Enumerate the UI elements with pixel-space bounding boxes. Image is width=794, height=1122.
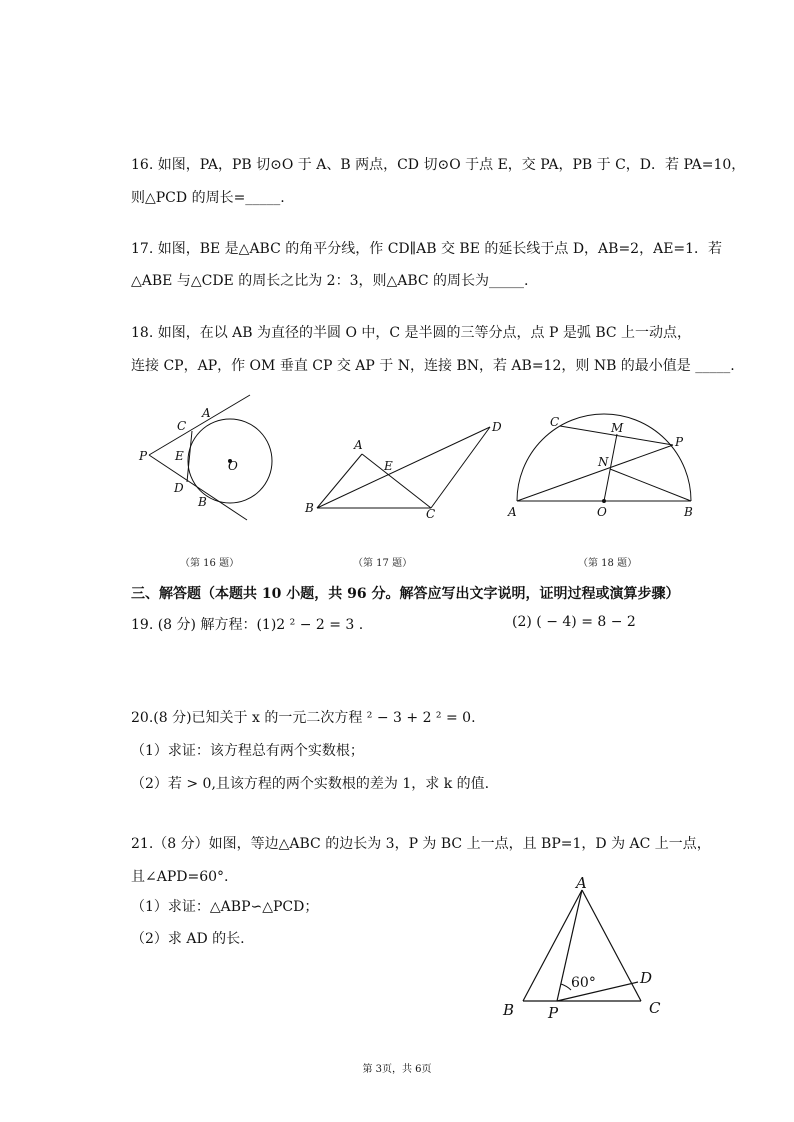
figure-18 — [505, 412, 700, 524]
q16-line1: 16. 如图，PA，PB 切⊙O 于 A、B 两点，CD 切⊙O 于点 E，交 PA，PB 于 C，D．若 PA=10， — [131, 157, 746, 173]
fig16-label-o: O — [228, 459, 238, 473]
figure-17 — [300, 412, 515, 524]
q16-line2: 则△PCD 的周长=_____. — [131, 190, 285, 206]
fig21-label-b: B — [503, 1001, 515, 1019]
q18-line2: 连接 CP，AP，作 OM 垂直 CP 交 AP 于 N，连接 BN，若 AB=12，则 NB 的最小值是 _____. — [131, 358, 735, 374]
fig16-label-b: B — [198, 495, 207, 509]
fig21-label-c: C — [649, 999, 661, 1017]
q19-part1: 19. (8 分) 解方程：(1)2 ² − 2 = 3 . — [131, 617, 364, 633]
q21-sub1: （1）求证：△ABP∽△PCD； — [131, 899, 319, 915]
fig21-label-d: D — [640, 969, 653, 987]
fig18-label-c: C — [550, 415, 560, 429]
fig18-label-a: A — [508, 505, 517, 519]
fig17-label-c: C — [426, 507, 436, 521]
fig18-label-o: O — [597, 505, 607, 519]
fig18-label-m: M — [611, 421, 624, 435]
q19-part2: (2) ( − 4) = 8 − 2 — [512, 614, 636, 630]
fig17-label-d: D — [492, 420, 502, 434]
fig18-label-n: N — [598, 455, 609, 469]
q21-line1: 21.（8 分）如图，等边△ABC 的边长为 3，P 为 BC 上一点，且 BP=1，D 为 AC 上一点， — [131, 836, 711, 852]
q20-sub1: （1）求证：该方程总有两个实数根； — [131, 743, 364, 759]
q21-line2: 且∠APD=60°. — [131, 869, 229, 885]
fig17-caption: （第 17 题） — [353, 558, 413, 569]
q17-line1: 17. 如图，BE 是△ABC 的角平分线，作 CD∥AB 交 BE 的延长线于点 D，AB=2，AE=1．若 — [131, 241, 723, 257]
q20-sub2: （2）若 > 0,且该方程的两个实数根的差为 1，求 k 的值. — [131, 776, 490, 792]
fig21-label-p: P — [548, 1004, 559, 1022]
fig18-label-b: B — [684, 505, 693, 519]
fig16-caption: （第 16 题） — [180, 558, 240, 569]
figure-16 — [135, 400, 295, 530]
q18-line1: 18. 如图，在以 AB 为直径的半圆 O 中，C 是半圆的三等分点，点 P 是弧 BC 上一动点， — [131, 325, 692, 341]
fig17-label-a: A — [354, 438, 363, 452]
fig17-label-b: B — [305, 501, 314, 515]
fig18-caption: （第 18 题） — [578, 558, 638, 569]
q20-stem: 20.(8 分)已知关于 x 的一元二次方程 ² − 3 + 2 ² = 0. — [131, 710, 476, 726]
fig16-label-a: A — [202, 406, 211, 420]
fig16-label-p: P — [139, 449, 148, 463]
q17-line2: △ABE 与△CDE 的周长之比为 2：3，则△ABC 的周长为_____. — [131, 273, 529, 289]
fig21-label-a: A — [576, 874, 587, 892]
fig16-label-c: C — [177, 419, 187, 433]
fig16-label-d: D — [174, 481, 184, 495]
fig18-label-p: P — [675, 435, 684, 449]
fig16-label-e: E — [175, 449, 184, 463]
section-heading: 三、解答题（本题共 10 小题，共 96 分。解答应写出文字说明，证明过程或演算步骤） — [131, 586, 680, 602]
fig21-angle-label: 60° — [571, 975, 596, 991]
page-footer: 第 3页，共 6页 — [362, 1064, 432, 1075]
q21-sub2: （2）求 AD 的长. — [131, 931, 245, 947]
figure-21 — [495, 872, 675, 1022]
fig17-label-e: E — [384, 459, 393, 473]
